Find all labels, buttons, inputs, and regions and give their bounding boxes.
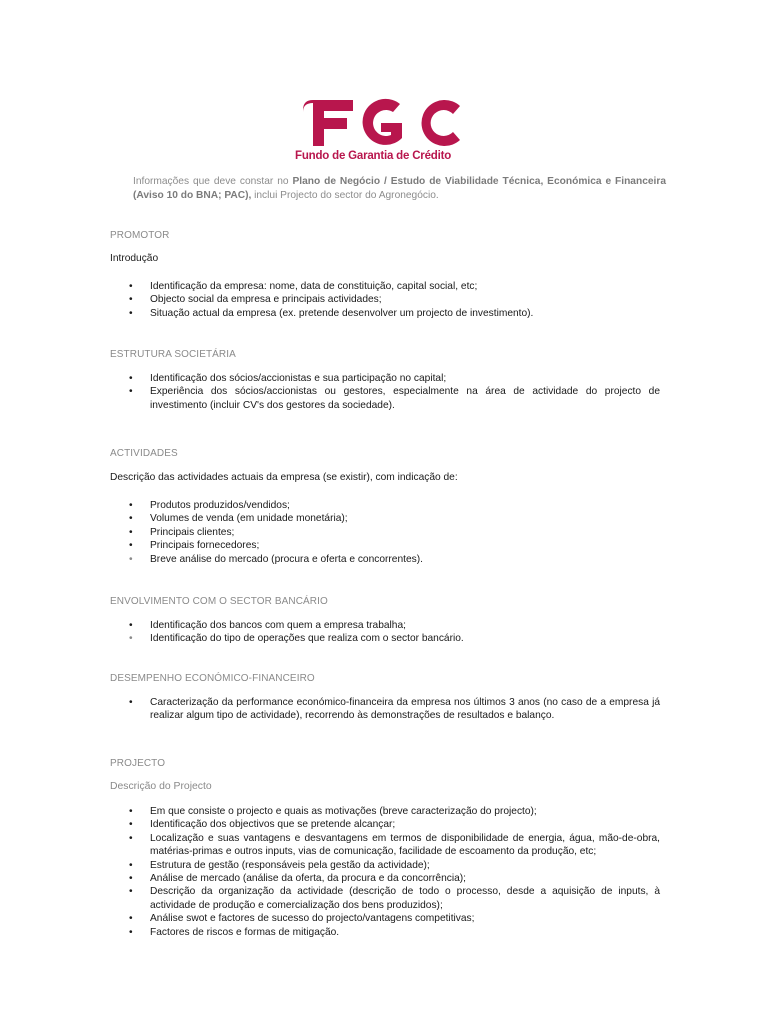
list-item: • Produtos produzidos/vendidos; <box>110 499 660 512</box>
intro-part2: inclui Projecto do sector do Agronegócio. <box>251 190 439 201</box>
actividades-intro: Descrição das actividades actuais da empresa (se existir), com indicação de: <box>110 472 458 483</box>
intro-paragraph <box>133 175 666 203</box>
actividades-list <box>110 499 660 566</box>
logo-tagline: Fundo de Garantia de Crédito <box>295 150 452 162</box>
list-item: • Identificação do tipo de operações que realiza com o sector bancário. <box>110 632 660 645</box>
promotor-intro: Introdução <box>110 253 159 264</box>
list-item: • Identificação dos sócios/accionistas e sua participação no capital; <box>110 372 660 385</box>
list-item: • Identificação da empresa: nome, data de constituição, capital social, etc; <box>110 280 660 293</box>
list-item: • Volumes de venda (em unidade monetária); <box>110 512 660 525</box>
projecto-list <box>110 805 660 939</box>
section-heading-bancario: ENVOLVIMENTO COM O SECTOR BANCÁRIO <box>110 596 328 607</box>
intro-bold: Plano de Negócio / Estudo de Viabilidade Técnica, Económica e Financeira (Aviso 10 do BNA; PAC), <box>133 176 666 201</box>
list-item: • Identificação dos objectivos que se pretende alcançar; <box>110 818 660 831</box>
list-item: • Situação actual da empresa (ex. pretende desenvolver um projecto de investimento). <box>110 307 660 320</box>
bancario-list <box>110 619 660 646</box>
section-heading-desempenho: DESEMPENHO ECONÓMICO-FINANCEIRO <box>110 673 315 684</box>
intro-part1: Informações que deve constar no <box>133 176 293 187</box>
list-item: • Localização e suas vantagens e desvantagens em termos de disponibilidade de energia, água, mão-de-obra, matérias-primas e outros inputs, vias de comunicação, facilidade de escoamento da produção, etc; <box>110 832 660 859</box>
list-item: • Análise de mercado (análise da oferta, da procura e da concorrência); <box>110 872 660 885</box>
list-item: • Em que consiste o projecto e quais as motivações (breve caracterização do projecto); <box>110 805 660 818</box>
section-heading-projecto: PROJECTO <box>110 758 166 769</box>
list-item: • Breve análise do mercado (procura e oferta e concorrentes). <box>110 553 660 566</box>
promotor-list <box>110 280 660 320</box>
estrutura-list <box>110 372 660 412</box>
list-item: • Estrutura de gestão (responsáveis pela gestão da actividade); <box>110 859 660 872</box>
list-item: • Análise swot e factores de sucesso do projecto/vantagens competitivas; <box>110 912 660 925</box>
section-heading-estrutura: ESTRUTURA SOCIETÁRIA <box>110 349 236 360</box>
list-item: • Descrição da organização da actividade (descrição de todo o processo, desde a aquisição de inputs, à actividade de produção e comercialização dos bens produzidos); <box>110 885 660 912</box>
desempenho-list <box>110 696 660 723</box>
list-item: • Principais fornecedores; <box>110 539 660 552</box>
list-item: • Experiência dos sócios/accionistas ou gestores, especialmente na área de actividade do projecto de investimento (incluir CV's dos gestores da sociedade). <box>110 385 660 412</box>
fgc-logo-mark <box>295 94 480 152</box>
list-item: • Objecto social da empresa e principais actividades; <box>110 293 660 306</box>
section-heading-actividades: ACTIVIDADES <box>110 448 178 459</box>
section-heading-promotor: PROMOTOR <box>110 230 170 241</box>
list-item: • Identificação dos bancos com quem a empresa trabalha; <box>110 619 660 632</box>
list-item: • Principais clientes; <box>110 526 660 539</box>
projecto-subheading: Descrição do Projecto <box>110 781 212 792</box>
list-item: • Factores de riscos e formas de mitigação. <box>110 926 660 939</box>
list-item: • Caracterização da performance económico-financeira da empresa nos últimos 3 anos (no caso de a empresa já realizar algum tipo de actividade), recorrendo às demonstrações de resultados e balanço. <box>110 696 660 723</box>
